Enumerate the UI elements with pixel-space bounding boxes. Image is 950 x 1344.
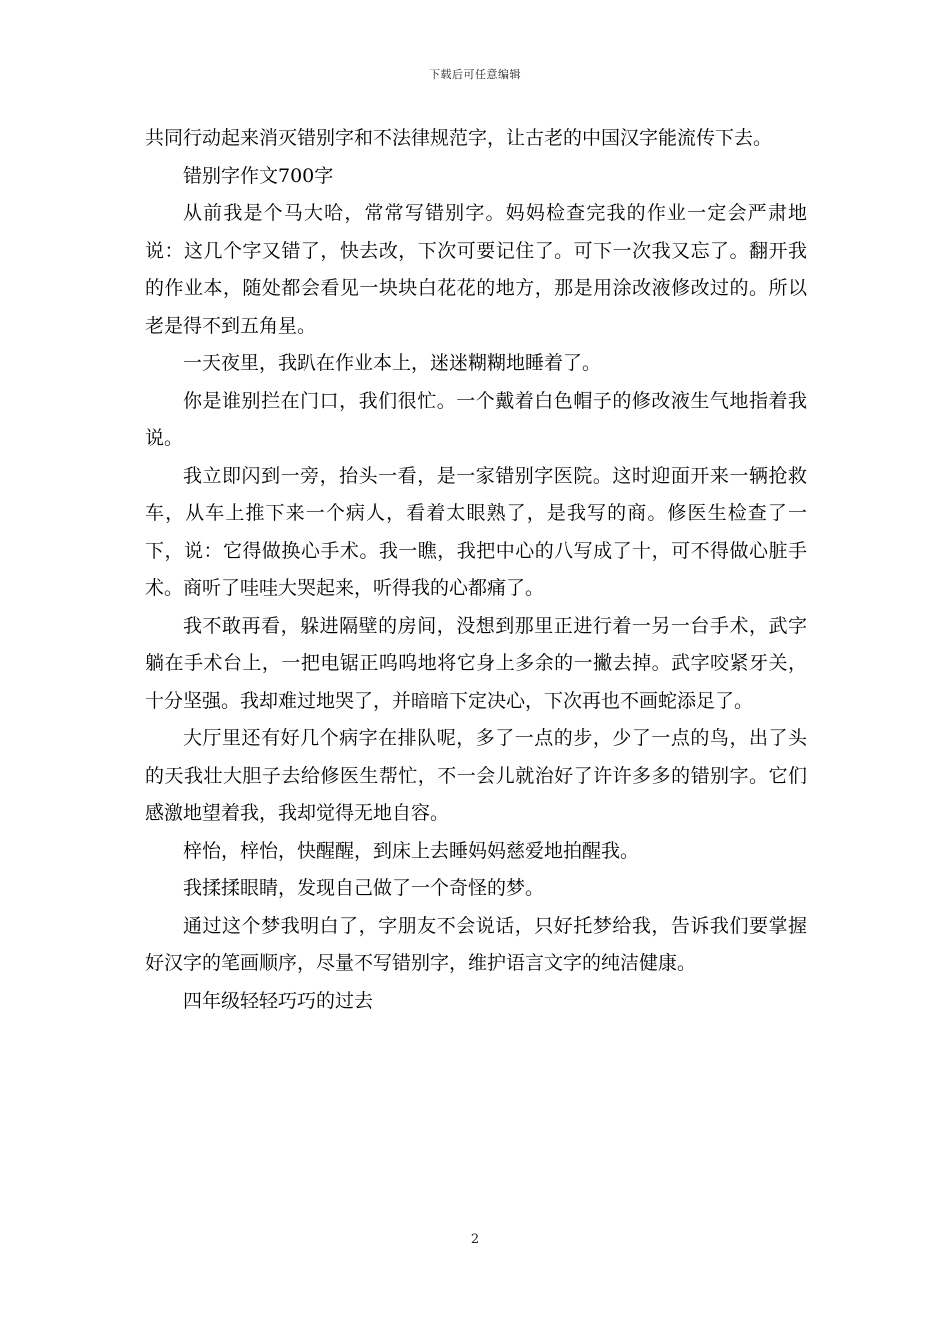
paragraph: 四年级轻轻巧巧的过去: [183, 989, 374, 1012]
paragraph: 一天夜里，我趴在作业本上，迷迷糊糊地睡着了。: [183, 352, 602, 374]
paragraph: 从前我是个马大哈，常常写错别字。妈妈检查完我的作业一定会严肃地说：这几个字又错了，快去改，下次可要记住了。可下一次我又忘了。翻开我的作业本，随处都会看见一块块白花花的地方，那是用涂改液修改过的。所以老是得不到五角星。: [145, 202, 807, 337]
paragraph: 你是谁别拦在门口，我们很忙。一个戴着白色帽子的修改液生气地指着我说。: [145, 389, 807, 449]
paragraph: 共同行动起来消灭错别字和不法律规范字，让古老的中国汉字能流传下去。: [145, 127, 773, 149]
paragraph: 我不敢再看，躲进隔壁的房间，没想到那里正进行着一另一台手术，武字躺在手术台上，一把电锯正呜呜地将它身上多余的一撇去掉。武字咬紧牙关，十分坚强。我却难过地哭了，并暗暗下定决心，下次再也不画蛇添足了。: [145, 614, 807, 712]
paragraph: 我揉揉眼睛，发现自己做了一个奇怪的梦。: [183, 877, 545, 899]
article-title: 错别字作文700字: [183, 164, 334, 187]
paragraph: 我立即闪到一旁，抬头一看，是一家错别字医院。这时迎面开来一辆抢救车，从车上推下来一个病人，看着太眼熟了，是我写的商。修医生检查了一下，说：它得做换心手术。我一瞧，我把中心的八写成了十，可不得做心脏手术。商听了哇哇大哭起来，听得我的心都痛了。: [145, 464, 807, 599]
paragraph: 大厅里还有好几个病字在排队呢，多了一点的步，少了一点的鸟，出了头的天我壮大胆子去给修医生帮忙，不一会儿就治好了许许多多的错别字。它们感激地望着我，我却觉得无地自容。: [145, 727, 807, 824]
page-header: 下载后可任意编辑: [429, 68, 521, 81]
document-body: [145, 120, 807, 1020]
page-number: 2: [470, 1232, 480, 1247]
paragraph: 通过这个梦我明白了，字朋友不会说话，只好托梦给我，告诉我们要掌握好汉字的笔画顺序，尽量不写错别字，维护语言文字的纯洁健康。: [145, 914, 807, 974]
paragraph: 梓怡，梓怡，快醒醒，到床上去睡妈妈慈爱地拍醒我。: [183, 839, 640, 862]
